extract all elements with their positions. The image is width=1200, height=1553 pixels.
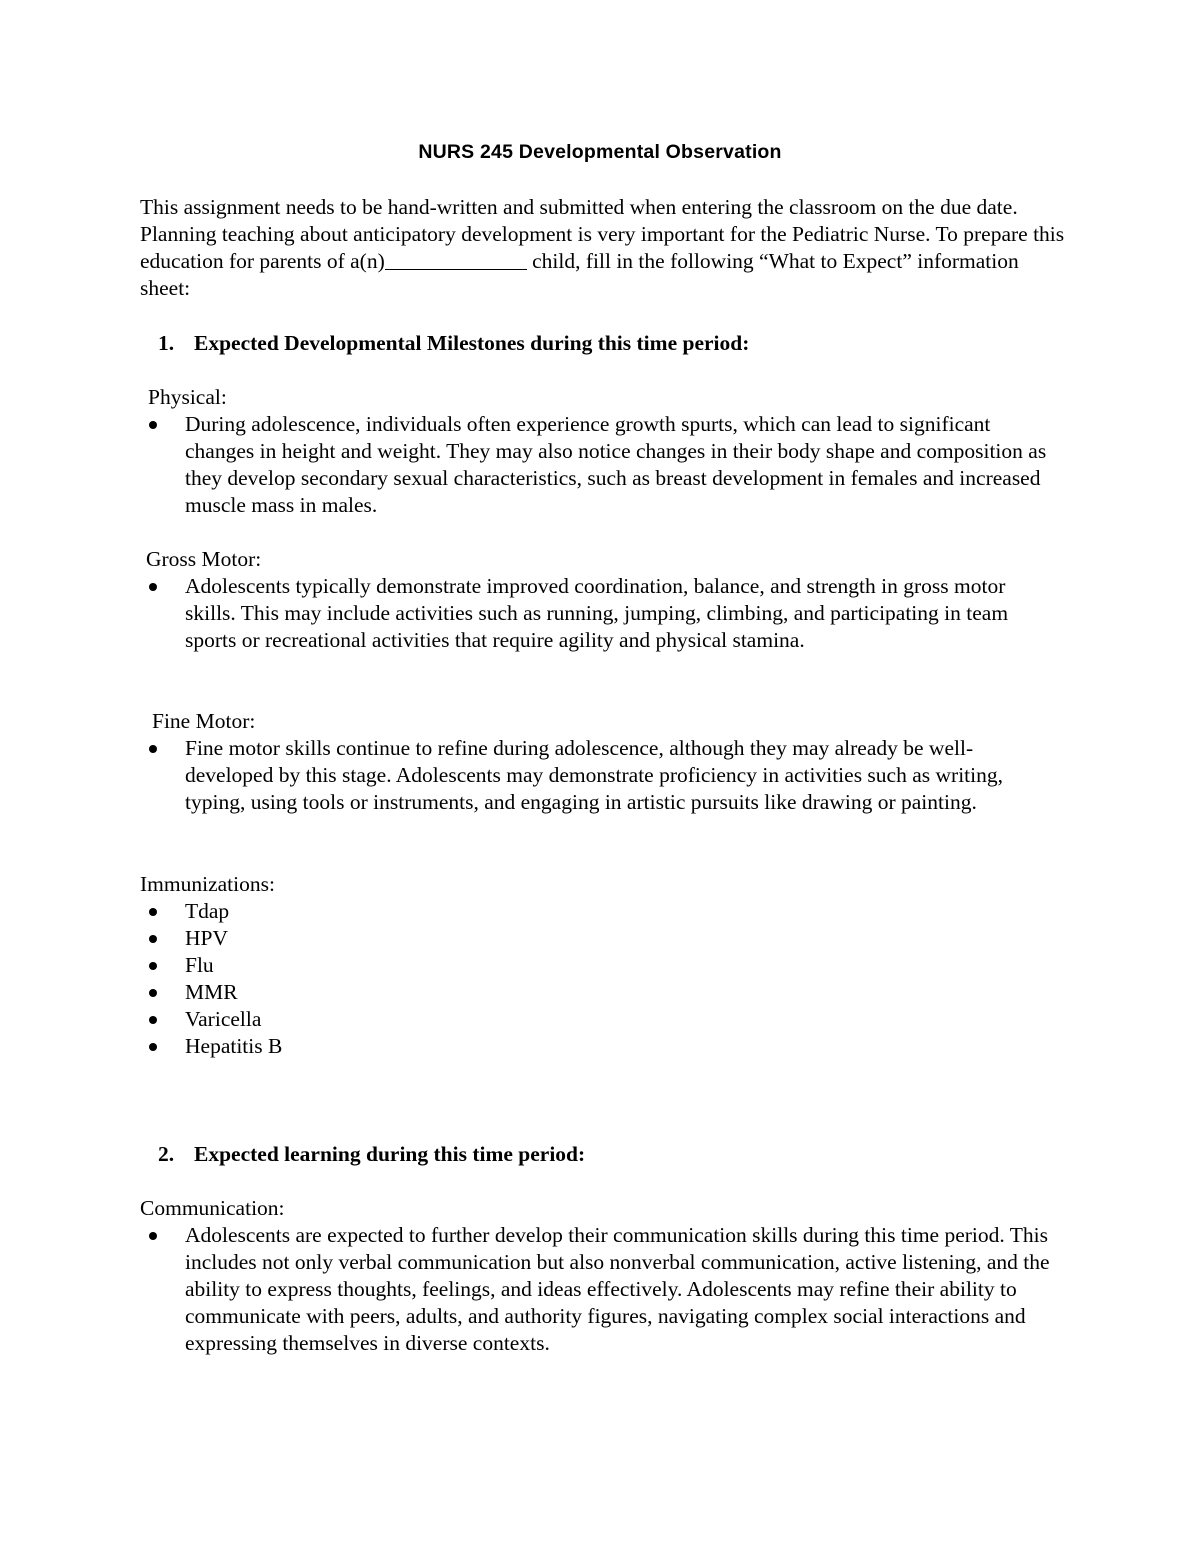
communication-item: Adolescents are expected to further develop their communication skills during this time period. This includes not only verbal communication but also nonverbal communication, active listening, and the ability to express thoughts, feelings, and ideas effectively. Adolescents may refine their ability to communicate with peers, adults, and authority figures, navigating complex social interactions and expressing themselves in diverse contexts. xyxy=(140,1222,1055,1357)
section-1-heading xyxy=(158,330,749,357)
immunization-item: Flu xyxy=(140,952,540,979)
section-1-heading-text: Expected Developmental Milestones during this time period: xyxy=(194,331,750,355)
immunization-item: Varicella xyxy=(140,1006,540,1033)
section-2-number: 2. xyxy=(158,1142,175,1166)
immunization-item: HPV xyxy=(140,925,540,952)
gross-motor-item: Adolescents typically demonstrate improved coordination, balance, and strength in gross motor skills. This may include activities such as running, jumping, climbing, and participating in team sports or recreational activities that require agility and physical stamina. xyxy=(140,573,1055,654)
section-2-heading xyxy=(158,1141,585,1168)
gross-motor-label: Gross Motor: xyxy=(146,547,262,571)
communication-label: Communication: xyxy=(140,1196,285,1220)
gross-motor-list xyxy=(140,573,1055,654)
fine-motor-list xyxy=(140,735,1055,816)
physical-list xyxy=(140,411,1055,519)
fine-motor-label: Fine Motor: xyxy=(152,709,256,733)
immunization-item: MMR xyxy=(140,979,540,1006)
intro-paragraph xyxy=(140,194,1070,302)
immunization-item: Tdap xyxy=(140,898,540,925)
physical-item: During adolescence, individuals often experience growth spurts, which can lead to significant changes in height and weight. They may also notice changes in their body shape and composition as they develop secondary sexual characteristics, such as breast development in females and increased muscle mass in males. xyxy=(140,411,1055,519)
document-title: NURS 245 Developmental Observation xyxy=(418,141,782,163)
immunization-item: Hepatitis B xyxy=(140,1033,540,1060)
fill-in-blank[interactable] xyxy=(385,249,527,270)
immunizations-list xyxy=(140,898,540,1060)
intro-text-before-blank: This assignment needs to be hand-written and submitted when entering the classroom on the due date. Planning teaching about anticipatory development is very important for the Pediatric Nurse. To prepare this education for parents of a(n) xyxy=(140,195,1065,273)
physical-label: Physical: xyxy=(148,385,227,409)
section-2-heading-text: Expected learning during this time period: xyxy=(194,1142,586,1166)
fine-motor-item: Fine motor skills continue to refine during adolescence, although they may already be well-developed by this stage. Adolescents may demonstrate proficiency in activities such as writing, typing, using tools or instruments, and engaging in artistic pursuits like drawing or painting. xyxy=(140,735,1055,816)
section-1-number: 1. xyxy=(158,331,175,355)
intro-text-after-blank: child, fill in the following “What to Expect” information sheet: xyxy=(140,249,1019,300)
communication-list xyxy=(140,1222,1055,1357)
immunizations-label: Immunizations: xyxy=(140,872,275,896)
